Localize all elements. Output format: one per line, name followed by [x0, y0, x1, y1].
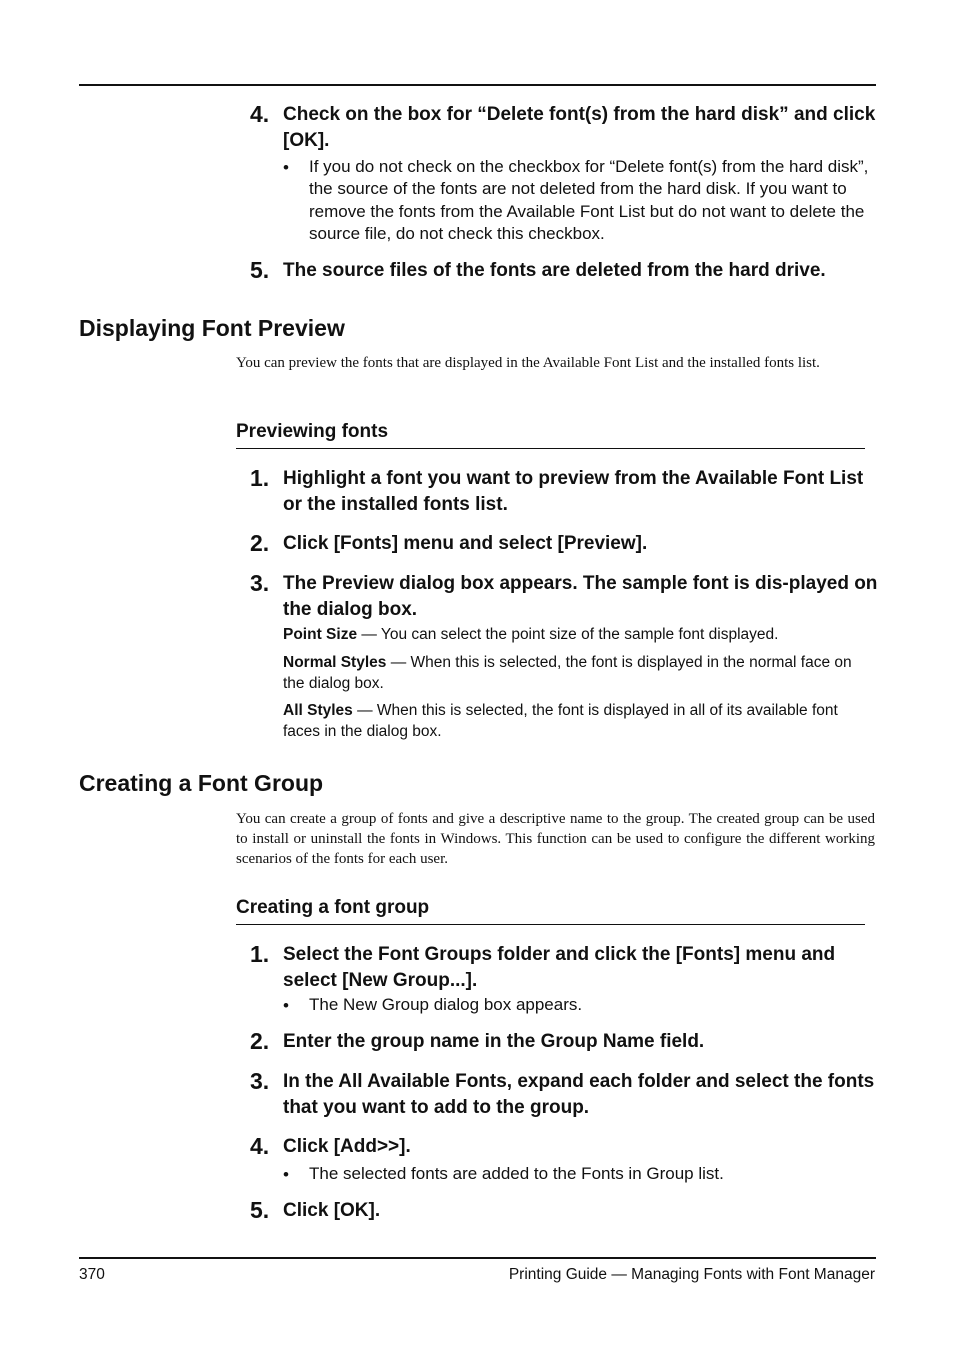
option-all-styles: [283, 700, 875, 742]
step-number: 5.: [250, 257, 270, 283]
step-text: Highlight a font you want to preview from the Available Font List or the installed fonts list.: [283, 468, 864, 515]
section-title: Displaying Font Preview: [79, 315, 345, 341]
step-text: Click [Add>>].: [283, 1136, 411, 1157]
option-term: All Styles: [283, 702, 353, 719]
option-desc: — When this is selected, the font is displayed in the normal face on the dialog box.: [283, 654, 852, 692]
bullet-icon: •: [283, 996, 289, 1015]
step-text: Select the Font Groups folder and click the [Fonts] menu and select [New Group...].: [283, 944, 836, 991]
option-normal-styles: [283, 652, 875, 694]
step-number: 5.: [250, 1197, 270, 1223]
section-intro: You can preview the fonts that are displayed in the Available Font List and the installed fonts list.: [236, 355, 820, 371]
step-text: Click [OK].: [283, 1200, 381, 1221]
header-rule: [79, 84, 876, 86]
step-text: In the All Available Fonts, expand each folder and select the fonts that you want to add to the group.: [283, 1071, 875, 1118]
step-number: 3.: [250, 1068, 270, 1094]
step-text: The Preview dialog box appears. The sample font is dis-played on the dialog box.: [283, 573, 878, 620]
step-number: 4.: [250, 101, 270, 127]
option-desc: — You can select the point size of the sample font displayed.: [357, 626, 779, 643]
step-text: The source files of the fonts are deleted from the hard drive.: [283, 260, 826, 281]
step-number: 2.: [250, 530, 270, 556]
option-term: Normal Styles: [283, 654, 387, 671]
bullet-text: If you do not check on the checkbox for “Delete font(s) from the hard disk”, the source of the fonts are not deleted from the hard disk. If you want to remove the fonts from the Available Font List but do not want to delete the source file, do not check this checkbox.: [309, 157, 869, 243]
bullet-text: The New Group dialog box appears.: [309, 995, 583, 1014]
subsection-title: Previewing fonts: [236, 421, 389, 442]
bullet-icon: •: [283, 1165, 289, 1184]
bullet-icon: •: [283, 158, 289, 177]
subsection-rule: [236, 448, 865, 449]
step-number: 4.: [250, 1133, 270, 1159]
step-number: 3.: [250, 570, 270, 596]
subsection-rule: [236, 924, 865, 925]
step-number: 1.: [250, 941, 270, 967]
page-number: 370: [79, 1266, 105, 1283]
section-intro: You can create a group of fonts and give a descriptive name to the group. The created group can be used to install or uninstall the fonts in Windows. This function can be used to configure the different working scenarios of the fonts for each user.: [236, 811, 875, 867]
option-term: Point Size: [283, 626, 358, 643]
footer-rule: [79, 1257, 876, 1259]
step-text: Enter the group name in the Group Name field.: [283, 1031, 705, 1052]
bullet-text: The selected fonts are added to the Fonts in Group list.: [309, 1164, 724, 1183]
step-text: Click [Fonts] menu and select [Preview].: [283, 533, 648, 554]
step-number: 1.: [250, 465, 270, 491]
step-number: 2.: [250, 1028, 270, 1054]
subsection-title: Creating a font group: [236, 897, 430, 918]
step-text: Check on the box for “Delete font(s) from the hard disk” and click [OK].: [283, 104, 876, 151]
option-point-size: [283, 624, 875, 645]
section-title: Creating a Font Group: [79, 770, 324, 796]
footer-title: Printing Guide — Managing Fonts with Font Manager: [508, 1266, 875, 1283]
option-desc: — When this is selected, the font is displayed in all of its available font faces in the dialog box.: [283, 702, 838, 740]
